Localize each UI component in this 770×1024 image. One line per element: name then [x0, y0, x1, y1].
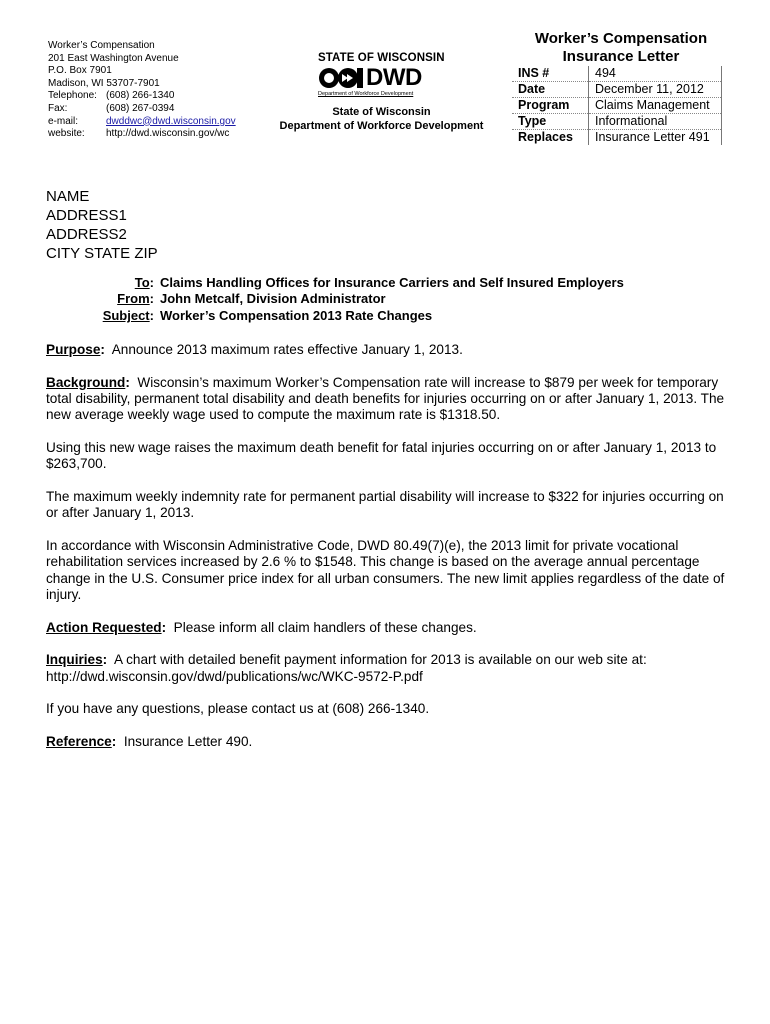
- logo-acronym: DWD: [366, 64, 422, 91]
- inquiries-heading: Inquiries: [46, 652, 103, 668]
- purpose-text: Announce 2013 maximum rates effective January 1, 2013.: [111, 342, 463, 357]
- letter-body: [46, 342, 726, 767]
- agency-contact-block: [48, 40, 236, 141]
- logo-department-text: Department of Workforce Development: [318, 91, 414, 97]
- email-label: e-mail:: [48, 115, 79, 127]
- logo-mark: [318, 66, 438, 90]
- background-heading: Background: [46, 374, 126, 390]
- agency-po-box: P.O. Box 7901: [48, 65, 112, 77]
- memo-header: [46, 275, 624, 324]
- letter-title: [508, 30, 734, 66]
- telephone-label: Telephone:: [48, 90, 97, 102]
- reference-paragraph: Reference: Insurance Letter 490.: [46, 733, 253, 749]
- info-label: Program: [512, 98, 589, 114]
- agency-name: Worker’s Compensation: [48, 40, 155, 51]
- reference-text: Insurance Letter 490.: [123, 733, 253, 749]
- agency-fax-row: [48, 103, 236, 116]
- inquiries-text: A chart with detailed benefit payment information for 2013 is available on our web site at:: [114, 652, 647, 668]
- info-value: Informational: [589, 114, 722, 130]
- memo-to-value: Claims Handling Offices for Insurance Carriers and Self Insured Employers: [160, 275, 624, 290]
- memo-subject-label: Subject: [102, 307, 150, 323]
- fax-value: (608) 267-0394: [106, 102, 175, 114]
- vocational-paragraph: In accordance with Wisconsin Administrative Code, DWD 80.49(7)(e), the 2013 limit for private vocational rehabilitation services increased by 2.6 % to $1548. This change is based on the average annual percentage change in the U.S. Consumer price index for all urban consumers. The new limit applies regardless of the date of injury.: [46, 537, 725, 602]
- department-line2: Department of Workforce Development: [279, 120, 484, 132]
- reference-heading: Reference: [46, 733, 112, 749]
- info-label: Date: [512, 82, 589, 98]
- info-label: INS #: [512, 66, 589, 82]
- dwd-logo: [318, 52, 445, 97]
- info-row-program: [512, 98, 722, 114]
- background-paragraph: Background: Wisconsin’s maximum Worker’s Compensation rate will increase to $879 per week for temporary total disability, permanent total disability and death benefits for injuries occurring on or after January 1, 2013. The new average weekly wage used to compute the maximum rate is $1318.50.: [46, 374, 725, 423]
- recipient-name: NAME: [46, 188, 90, 205]
- fax-label: Fax:: [48, 102, 68, 114]
- info-label: Replaces: [512, 130, 589, 146]
- info-value: Insurance Letter 491: [589, 130, 722, 146]
- info-row-type: [512, 114, 722, 130]
- agency-city: Madison, WI 53707-7901: [48, 77, 160, 89]
- department-line1: State of Wisconsin: [332, 106, 431, 118]
- letter-info-table: [512, 66, 722, 145]
- ppd-paragraph: The maximum weekly indemnity rate for permanent partial disability will increase to $322 for injuries occurring on or after January 1, 2013.: [46, 488, 724, 521]
- memo-to-row: To: Claims Handling Offices for Insurance Carriers and Self Insured Employers: [134, 275, 624, 290]
- info-row-ins: [512, 66, 722, 82]
- agency-telephone-row: [48, 90, 236, 103]
- website-label: website:: [48, 128, 85, 140]
- memo-subject-row: Subject: Worker’s Compensation 2013 Rate Changes: [102, 307, 433, 323]
- memo-from-row: From: John Metcalf, Division Administrator: [117, 291, 386, 307]
- inquiries-paragraph: Inquiries: A chart with detailed benefit payment information for 2013 is available on our web site at: http://dwd.wisconsin.gov/dwd/publications/wc/WKC-9572-P.pdf: [46, 652, 647, 684]
- action-heading: Action Requested: [46, 619, 162, 635]
- memo-to-label: To: [134, 275, 150, 290]
- background-text: Wisconsin’s maximum Worker’s Compensation rate will increase to $879 per week for temporary total disability, permanent total disability and death benefits for injuries occurring on or after January 1, 2013. The new average weekly wage used to compute the maximum rate is $1318.50.: [46, 374, 725, 423]
- department-block: [274, 105, 489, 133]
- memo-subject-value: Worker’s Compensation 2013 Rate Changes: [160, 307, 433, 323]
- action-text: Please inform all claim handlers of these changes.: [173, 619, 477, 635]
- inquiries-url[interactable]: http://dwd.wisconsin.gov/dwd/publications/wc/WKC-9572-P.pdf: [46, 668, 423, 684]
- info-row-date: [512, 82, 722, 98]
- letter-title-line1: Worker’s Compensation: [534, 30, 708, 47]
- logo-circles-icon: [318, 66, 364, 90]
- purpose-heading: Purpose: [46, 342, 101, 357]
- death-benefit-paragraph: Using this new wage raises the maximum death benefit for fatal injuries occurring on or after January 1, 2013 to $263,700.: [46, 439, 717, 472]
- info-value: December 11, 2012: [589, 82, 722, 98]
- recipient-address-line1: ADDRESS1: [46, 207, 127, 224]
- telephone-value: (608) 266-1340: [106, 90, 175, 102]
- info-row-replaces: [512, 130, 722, 146]
- info-value: 494: [589, 66, 722, 82]
- recipient-address: [46, 187, 158, 263]
- memo-from-label: From: [117, 291, 150, 307]
- email-link[interactable]: dwddwc@dwd.wisconsin.gov: [106, 115, 236, 127]
- agency-website-row: [48, 128, 236, 141]
- logo-state-text: STATE OF WISCONSIN: [318, 52, 445, 64]
- action-paragraph: Action Requested: Please inform all claim handlers of these changes.: [46, 619, 477, 635]
- agency-email-row: [48, 116, 236, 129]
- questions-paragraph: If you have any questions, please contact us at (608) 266-1340.: [46, 701, 430, 717]
- recipient-address-line2: ADDRESS2: [46, 226, 127, 243]
- info-label: Type: [512, 114, 589, 130]
- letter-title-line2: Insurance Letter: [562, 48, 680, 65]
- memo-from-value: John Metcalf, Division Administrator: [160, 291, 386, 307]
- purpose-paragraph: Purpose: Announce 2013 maximum rates effective January 1, 2013.: [46, 342, 463, 357]
- info-value: Claims Management: [589, 98, 722, 114]
- recipient-city-state-zip: CITY STATE ZIP: [46, 245, 158, 262]
- agency-street: 201 East Washington Avenue: [48, 52, 179, 64]
- website-value: http://dwd.wisconsin.gov/wc: [106, 128, 230, 140]
